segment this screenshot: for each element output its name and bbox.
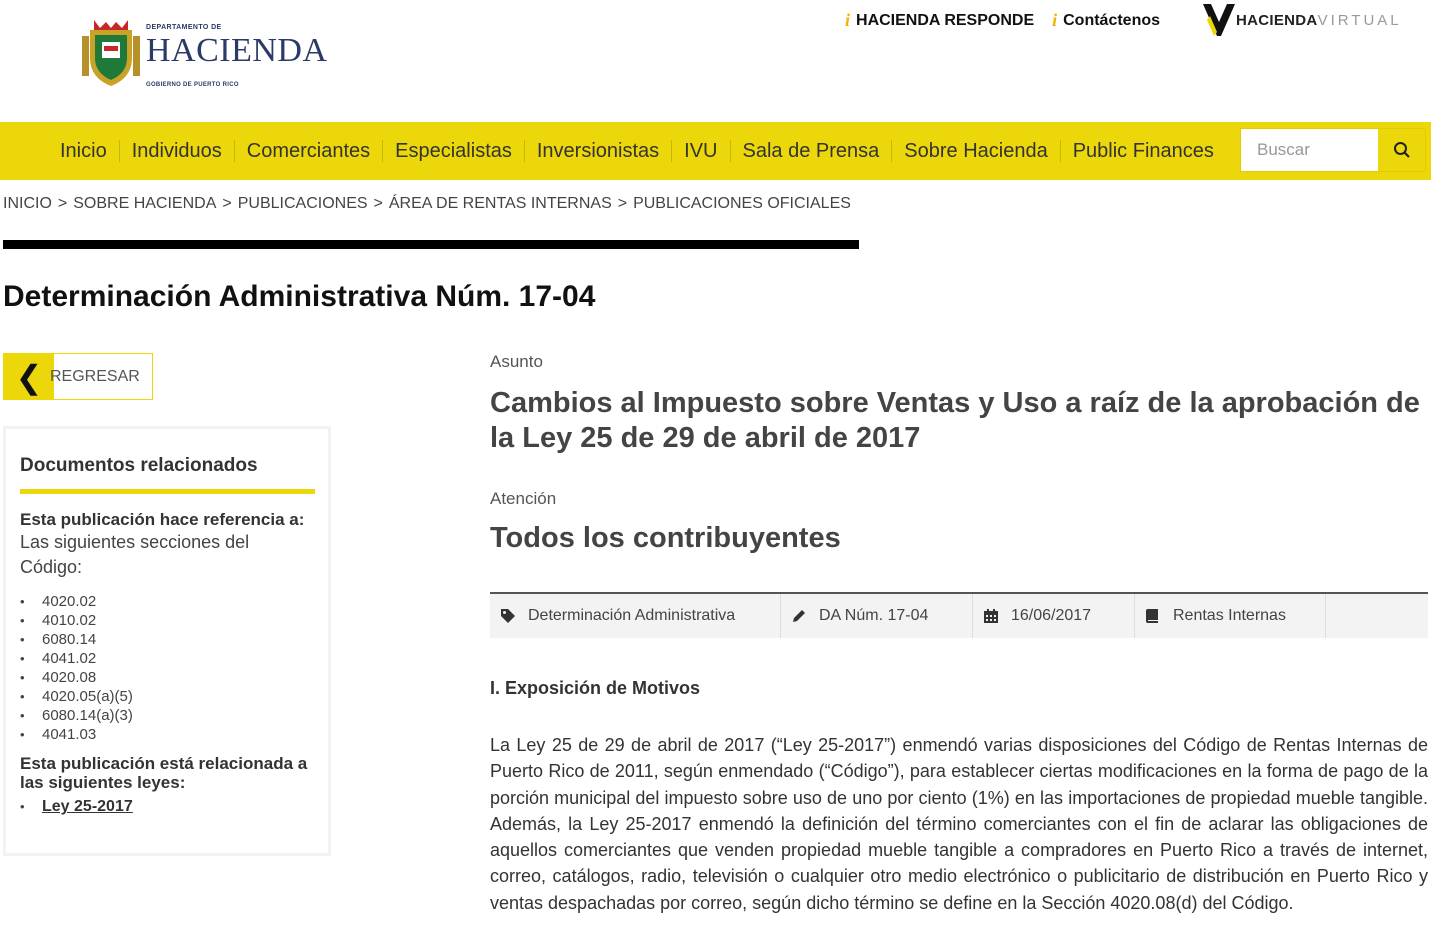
hacienda-logo[interactable] <box>82 16 328 96</box>
atencion-label: Atención <box>490 489 557 508</box>
logo-dept-text: DEPARTAMENTO DE <box>146 24 222 31</box>
logo-name-text: HACIENDA <box>146 32 328 69</box>
breadcrumb-separator: > <box>617 195 628 212</box>
top-links <box>845 10 1160 31</box>
reference-text: Las siguientes secciones del Código: <box>20 532 250 577</box>
document-meta-bar <box>490 592 1428 638</box>
list-item: • 4020.02 <box>20 592 314 611</box>
reference-heading: Esta publicación hace referencia a: <box>20 510 305 529</box>
breadcrumb-publicaciones-oficiales: PUBLICACIONES OFICIALES <box>633 195 851 212</box>
breadcrumb-inicio[interactable]: INICIO <box>3 195 52 212</box>
search-box <box>1240 128 1426 172</box>
list-item: • 4010.02 <box>20 611 314 630</box>
list-item: • 4020.05(a)(5) <box>20 687 314 706</box>
back-button[interactable] <box>3 353 153 400</box>
nav-item-individuos[interactable]: Individuos <box>119 140 234 162</box>
meta-date <box>973 594 1135 638</box>
meta-area-text: Rentas Internas <box>1173 607 1286 624</box>
contactenos-label: Contáctenos <box>1063 11 1161 29</box>
section-heading: I. Exposición de Motivos <box>490 678 701 698</box>
page-title: Determinación Administrativa Núm. 17-04 <box>3 280 596 313</box>
meta-number <box>781 594 973 638</box>
related-laws-heading: Esta publicación está relacionada a las siguientes leyes: <box>20 754 308 792</box>
chevron-left-icon: ❮ <box>4 354 54 399</box>
breadcrumb-separator: > <box>222 195 232 212</box>
info-icon: i <box>845 10 851 30</box>
law-link-ley-25-2017[interactable]: Ley 25-2017 <box>42 798 133 815</box>
main-nav <box>48 122 1226 180</box>
list-item: • 4041.03 <box>20 725 314 744</box>
nav-item-especialistas[interactable]: Especialistas <box>382 140 524 162</box>
main-nav-bar <box>0 122 1431 180</box>
info-icon: i <box>1052 10 1058 30</box>
related-documents-title: Documentos relacionados <box>20 455 258 476</box>
atencion-heading: Todos los contribuyentes <box>490 522 841 554</box>
asunto-label: Asunto <box>490 352 543 371</box>
asunto-heading: Cambios al Impuesto sobre Ventas y Uso a raíz de la aprobación de la Ley 25 de 29 de abril de 2017 <box>490 387 1420 454</box>
search-input[interactable] <box>1241 129 1379 171</box>
title-divider <box>3 240 859 249</box>
meta-date-text: 16/06/2017 <box>1011 607 1092 624</box>
pencil-icon <box>791 608 807 624</box>
tag-icon <box>500 608 516 624</box>
code-sections-list <box>20 592 314 744</box>
related-documents-panel <box>3 426 331 856</box>
hacienda-virtual-link[interactable] <box>1202 2 1402 38</box>
search-button[interactable] <box>1378 129 1425 171</box>
nav-item-sobre-hacienda[interactable]: Sobre Hacienda <box>891 140 1059 162</box>
breadcrumb-publicaciones[interactable]: PUBLICACIONES <box>237 195 368 212</box>
nav-item-inversionistas[interactable]: Inversionistas <box>524 140 671 162</box>
list-item <box>20 797 314 817</box>
calendar-icon <box>983 608 999 624</box>
meta-type-text: Determinación Administrativa <box>528 607 736 624</box>
hacienda-responde-label: HACIENDA RESPONDE <box>856 11 1035 29</box>
nav-item-public-finances[interactable]: Public Finances <box>1060 140 1226 162</box>
back-button-label: REGRESAR <box>50 368 140 385</box>
list-item: • 6080.14(a)(3) <box>20 706 314 725</box>
related-documents-underline <box>20 489 315 494</box>
breadcrumb <box>3 195 851 213</box>
meta-area <box>1135 594 1326 638</box>
contactenos-link[interactable] <box>1052 10 1160 31</box>
coat-of-arms-icon <box>82 16 140 88</box>
list-item: • 4020.08 <box>20 668 314 687</box>
book-icon <box>1145 608 1161 624</box>
nav-item-ivu[interactable]: IVU <box>671 140 729 162</box>
breadcrumb-separator: > <box>57 195 68 212</box>
breadcrumb-separator: > <box>373 195 383 212</box>
related-laws-list <box>20 797 314 817</box>
hacienda-responde-link[interactable] <box>845 10 1034 31</box>
breadcrumb-sobre-hacienda[interactable]: SOBRE HACIENDA <box>73 195 217 212</box>
list-item: • 6080.14 <box>20 630 314 649</box>
site-header <box>0 0 1431 122</box>
meta-number-text: DA Núm. 17-04 <box>819 607 929 624</box>
nav-item-comerciantes[interactable]: Comerciantes <box>234 140 382 162</box>
body-paragraph: La Ley 25 de 29 de abril de 2017 (“Ley 25-2017”) enmendó varias disposiciones del Código de Rentas Internas de Puerto Rico de 2011, según enmendado (“Código”), para establecer ciertas modificaciones en la forma de pago de la porción municipal del impuesto sobre uso de uno por ciento (1%) en las importaciones de propiedad mueble tangible. Además, la Ley 25-2017 enmendó la definición del término comerciantes con el fin de aclarar las obligaciones de aquellos comerciantes que venden propiedad mueble tangible a compradores en Puerto Rico a través de internet, correo, catálogos, radio, televisión o cualquier otro medio electrónico o publicitario de distribución en Puerto Rico y ventas despachadas por correo, según dicho término se define en la Sección 4020.08(d) del Código. <box>490 735 1428 913</box>
logo-gov-text: GOBIERNO DE PUERTO RICO <box>146 82 239 88</box>
list-item: • 4041.02 <box>20 649 314 668</box>
nav-item-sala-de-prensa[interactable]: Sala de Prensa <box>730 140 892 162</box>
hacienda-virtual-logo-icon <box>1202 2 1236 38</box>
search-icon <box>1393 141 1411 159</box>
breadcrumb-area-rentas-internas[interactable]: ÁREA DE RENTAS INTERNAS <box>388 195 612 212</box>
nav-item-inicio[interactable]: Inicio <box>60 140 107 162</box>
meta-type <box>490 594 781 638</box>
hacienda-virtual-text <box>1236 12 1402 29</box>
hacienda-virtual-bold: HACIENDA <box>1236 11 1318 29</box>
hacienda-virtual-light: VIRTUAL <box>1317 11 1402 29</box>
